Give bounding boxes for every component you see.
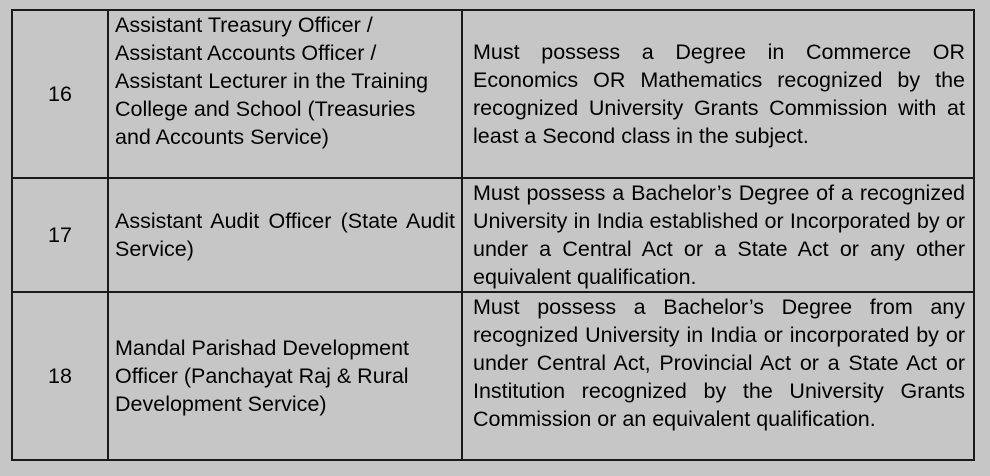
qualification-table-body xyxy=(12,10,974,460)
post-name-cell: Mandal Parishad Development Officer (Panchayat Raj & Rural Development Service) xyxy=(108,292,462,460)
post-name-cell: Assistant Audit Officer (State Audit Service) xyxy=(108,178,462,292)
qualification-cell: Must possess a Bachelor’s Degree of a recognized University in India established or Incorporated by or under a Central Act or a State Act or any other equivalent qualification. xyxy=(462,178,974,292)
qualification-cell: Must possess a Bachelor’s Degree from any recognized University in India or incorporated by or under Central Act, Provincial Act or a State Act or Institution recognized by the University Grants Commission or an equivalent qualification. xyxy=(462,292,974,460)
qualification-cell: Must possess a Degree in Commerce OR Economics OR Mathematics recognized by the recognized University Grants Commission with at least a Second class in the subject. xyxy=(462,10,974,178)
table-row xyxy=(12,10,974,178)
serial-number: 18 xyxy=(48,364,72,388)
serial-number: 16 xyxy=(48,82,72,106)
serial-number-cell xyxy=(12,292,108,460)
post-name-cell: Assistant Treasury Officer / Assistant Accounts Officer / Assistant Lecturer in the Training College and School (Treasuries and Accounts Service) xyxy=(108,10,462,178)
table-row xyxy=(12,292,974,460)
qualification-table xyxy=(11,9,975,461)
serial-number-cell xyxy=(12,10,108,178)
serial-number-cell xyxy=(12,178,108,292)
table-row xyxy=(12,178,974,292)
serial-number: 17 xyxy=(48,223,72,247)
